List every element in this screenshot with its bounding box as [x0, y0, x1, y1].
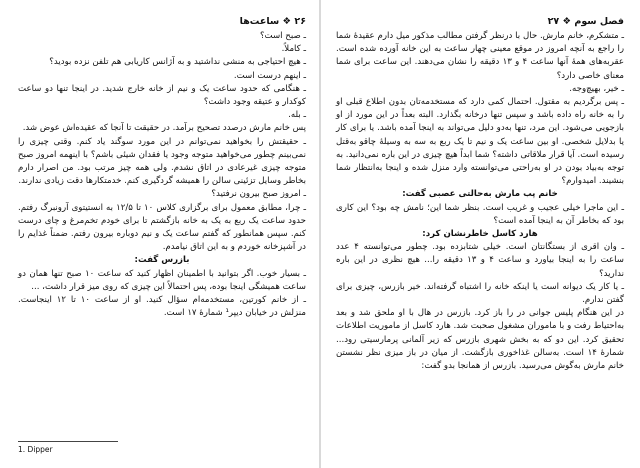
- paragraph: ـ اینهم درست است.: [233, 70, 306, 81]
- paragraph: ـ صبح است؟: [259, 31, 306, 41]
- paragraph: ـ خیر، بهیچ‌وجه.: [569, 83, 624, 94]
- right-page-body: [336, 30, 624, 373]
- paragraph: ـ بسیار خوب. اگر بتوانید با اطمینان اظهار کنید که ساعت ۱۰ صبح تنها همان دو ساعت همیشگی اینجا بوده، پس احتمالاً این چیزی که روی میز قرار داشت، ...: [18, 268, 306, 292]
- paragraph: پس خانم مارش درصدد تصحیح برآمد. در حقیقت تا آنجا که عقیده‌اش عوض شد.: [22, 123, 306, 134]
- paragraph: هارد کاسل خاطرنشان کرد:: [422, 229, 538, 240]
- paragraph: ـ هیچ احتیاجی به منشی نداشتید و به آژانس کاریابی هم تلفن نزده بودید؟: [49, 57, 306, 68]
- paragraph: خانم پب مارش به‌حالتی عصبی گفت:: [402, 189, 558, 200]
- page-gutter: [319, 0, 321, 468]
- paragraph: ـ چرا، مطابق معمول برای برگزاری کلاس ۱۰ تا ۱۲/۵ به انستیتوی آرونبرگ رفتم. حدود ساعت یک ربع به یک به خانه بازگشتم تا برای خودم تخم‌مرغ و چای درست کنم. سپس همانطور که گفتم ساعت یک و نیم دوباره بیرون رفتم. ضمناً غذایم را در آشپزخانه خوردم و به این اتاق نیامدم.: [18, 202, 306, 253]
- paragraph: ـ پس برگردیم به مقتول. احتمال کمی دارد که مستخدمه‌تان بدون اطلاع قبلی او را به خانه راه داده باشد و سپس تنها درخانه بگذارد. البته بعداً در این مورد از او بازجویی می‌شود. این مرد، تنها به‌دو دلیل می‌تواند به اینجا آمده باشد. یا برای کار یا بدلایل شخصی. او بین ساعت یک و نیم تا یک ربع به سه به وسیلهٔ چاقو به‌قتل رسیده است. آیا قرار ملاقاتی داشته؟ شما ابداً هیچ چیزی در این باره نمی‌دانید. به توجه به‌بیاد بودن در او به‌راحتی می‌توانسته وارد منزل شده و اینجا به‌انتظار شما بنشیند. امیدوارم؟: [336, 97, 624, 187]
- paragraph: ـ حقیقتش را بخواهید نمی‌توانم در این مورد سوگند یاد کنم. وقتی چیزی را نمی‌بینم چطور می‌خواهید متوجه وجود یا فقدان شیئی باشم؟ با اینهمه امروز صبح متوجه چیزی غیرعادی در اتاق نشدم. ولی همه چیز مرتب بود. من اصرار دارم بخاطر وسایل تزئینی سالن را همیشه گردگیری کنم. خدمتکارها دقت زیادی ندارند.: [18, 136, 306, 187]
- paragraph: ـ از خانم کورتین، مستخدمه‌ام سؤال کنید. او از ساعت ۱۰ تا ۱۲ اینجاست. منزلش در خیابان دیپر¹ شمارهٔ ۱۷ است.: [18, 295, 306, 319]
- left-page-running-title: ۲۶ ❖ ساعت‌ها: [239, 15, 306, 27]
- paragraph: در این هنگام پلیس جوانی در را باز کرد. بازرس در هال با او ملحق شد و بعد به‌احتیاط رفت و با ماموران مشغول صحبت شد. هارد کاسل از ماموریت اطلاعات تحقیق کرد. این دو که به بخش شهری بازرس که زیر آلمانی پرمارسیتی رود... شمارهٔ ۱۴ است. به‌سالن غذاخوری بازگشت. از میان در باز میزی نظر نشستن خانم مارش به‌گوش می‌رسید. بازرس از همانجا بدو گفت:: [336, 308, 624, 372]
- paragraph: بازرس گفت:: [134, 255, 190, 266]
- paragraph: ـ کاملاً.: [281, 44, 306, 55]
- paragraph: ـ هنگامی که حدود ساعت یک و نیم از خانه خارج شدید. در اینجا تنها دو ساعت کوکدار و عتیقه وجود داشت؟: [18, 83, 306, 108]
- paragraph: ـ متشکرم، خانم مارش. حال با درنظر گرفتن مطالب مذکور میل دارم عقیدهٔ شما را راجع به آنچه امروز در موقع معینی چهار ساعت به این خانه آورده شده است. عقربه‌های همهٔ آنها ساعت ۴ و ۱۳ دقیقه را نشان می‌دهند. این ساعت برای شما معنای خاصی دارد؟: [336, 31, 624, 81]
- paragraph: ـ وان اقری از بستگانتان است. خیلی شتابزده بود. چطور می‌توانسته ۴ عدد ساعت را به اینجا بیاورد و ساعت ۴ و ۱۳ دقیقه را... هیچ نظری در این باره ندارید؟: [336, 242, 624, 279]
- paragraph: ـ این ماجرا خیلی عجیب و غریب است. بنظر شما این؛ نامش چه بود؟ این کاری بود که بخاطر آن به اینجا آمده است؟: [336, 202, 624, 226]
- paragraph: ـ بله.: [288, 110, 306, 121]
- paragraph: ـ امروز صبح بیرون نرفتید؟: [211, 189, 306, 200]
- footnote: 1. Dipper: [18, 445, 53, 454]
- footnote-rule: [18, 441, 118, 442]
- right-page-running-title: فصل سوم ❖ ۲۷: [547, 15, 624, 27]
- footnote-area: [18, 441, 306, 454]
- left-page: [18, 14, 306, 454]
- paragraph: ـ یا کار یک دیوانه است یا اینکه خانه را اشتباه گرفته‌اند. خیر بازرس، چیزی برای گفتن ندارم.: [336, 281, 624, 306]
- right-page-header: [336, 14, 624, 28]
- left-page-body: [18, 30, 306, 320]
- left-page-header: [18, 14, 306, 28]
- right-page: [336, 14, 624, 454]
